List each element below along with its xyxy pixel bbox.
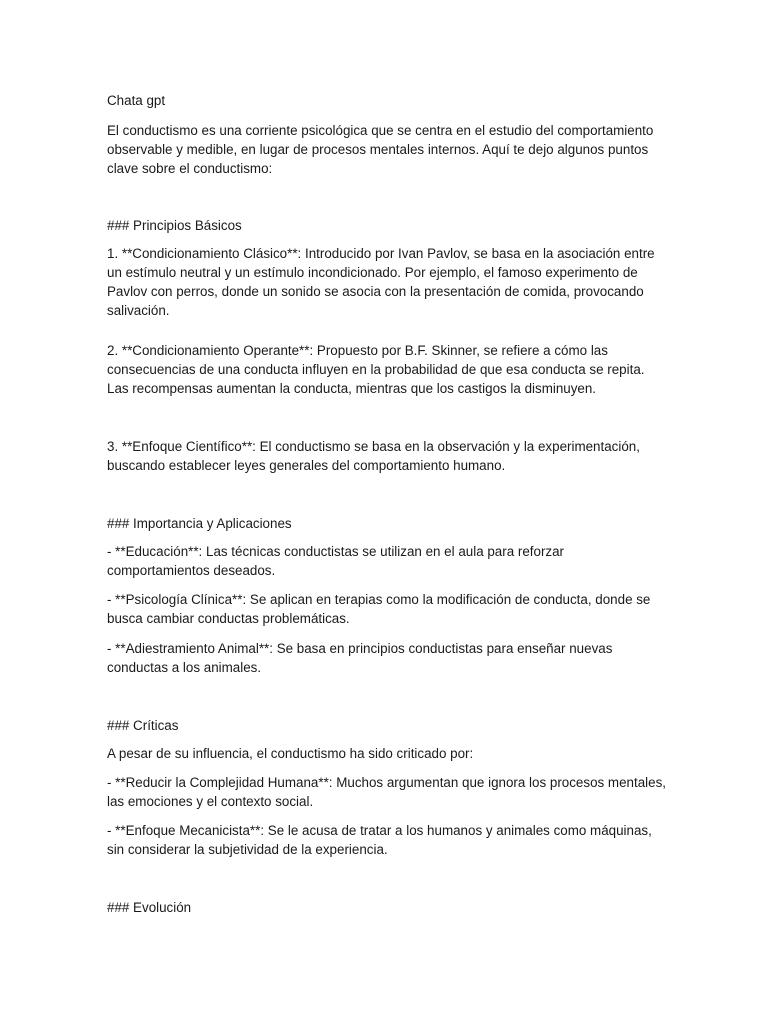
list-item-enfoque-mecanicista: - **Enfoque Mecanicista**: Se le acusa de tratar a los humanos y animales como máquinas, sin considerar la subjetividad de la experiencia. <box>107 823 652 857</box>
paragraph-enfoque-cientifico: 3. **Enfoque Científico**: El conductismo se basa en la observación y la experimentación, buscando establecer leyes generales del comportamiento humano. <box>107 439 640 473</box>
document-title: Chata gpt <box>107 93 166 108</box>
list-item-reducir-complejidad: - **Reducir la Complejidad Humana**: Muchos argumentan que ignora los procesos mentales, las emociones y el contexto social. <box>107 775 666 809</box>
criticas-intro: A pesar de su influencia, el conductismo ha sido criticado por: <box>107 746 474 761</box>
list-item-adiestramiento-animal: - **Adiestramiento Animal**: Se basa en principios conductistas para enseñar nuevas conductas a los animales. <box>107 641 613 675</box>
list-item-educacion: - **Educación**: Las técnicas conductistas se utilizan en el aula para reforzar comportamientos deseados. <box>107 544 565 578</box>
section-heading-principios: ### Principios Básicos <box>107 218 242 233</box>
paragraph-condicionamiento-operante: 2. **Condicionamiento Operante**: Propuesto por B.F. Skinner, se refiere a cómo las consecuencias de una conducta influyen en la probabilidad de que esa conducta se repita. Las recompensas aumentan la conducta, mientras que los castigos la disminuyen. <box>107 343 645 396</box>
section-heading-criticas: ### Críticas <box>107 718 179 733</box>
intro-paragraph: El conductismo es una corriente psicológica que se centra en el estudio del comportamiento observable y medible, en lugar de procesos mentales internos. Aquí te dejo algunos puntos clave sobre el conductismo: <box>107 123 654 176</box>
section-heading-evolucion: ### Evolución <box>107 900 192 915</box>
paragraph-condicionamiento-clasico: 1. **Condicionamiento Clásico**: Introducido por Ivan Pavlov, se basa en la asociación entre un estímulo neutral y un estímulo incondicionado. Por ejemplo, el famoso experimento de Pavlov con perros, donde un sonido se asocia con la presentación de comida, provocando salivación. <box>107 246 655 318</box>
section-heading-importancia: ### Importancia y Aplicaciones <box>107 516 292 531</box>
list-item-psicologia-clinica: - **Psicología Clínica**: Se aplican en terapias como la modificación de conducta, donde se busca cambiar conductas problemáticas. <box>107 592 651 626</box>
